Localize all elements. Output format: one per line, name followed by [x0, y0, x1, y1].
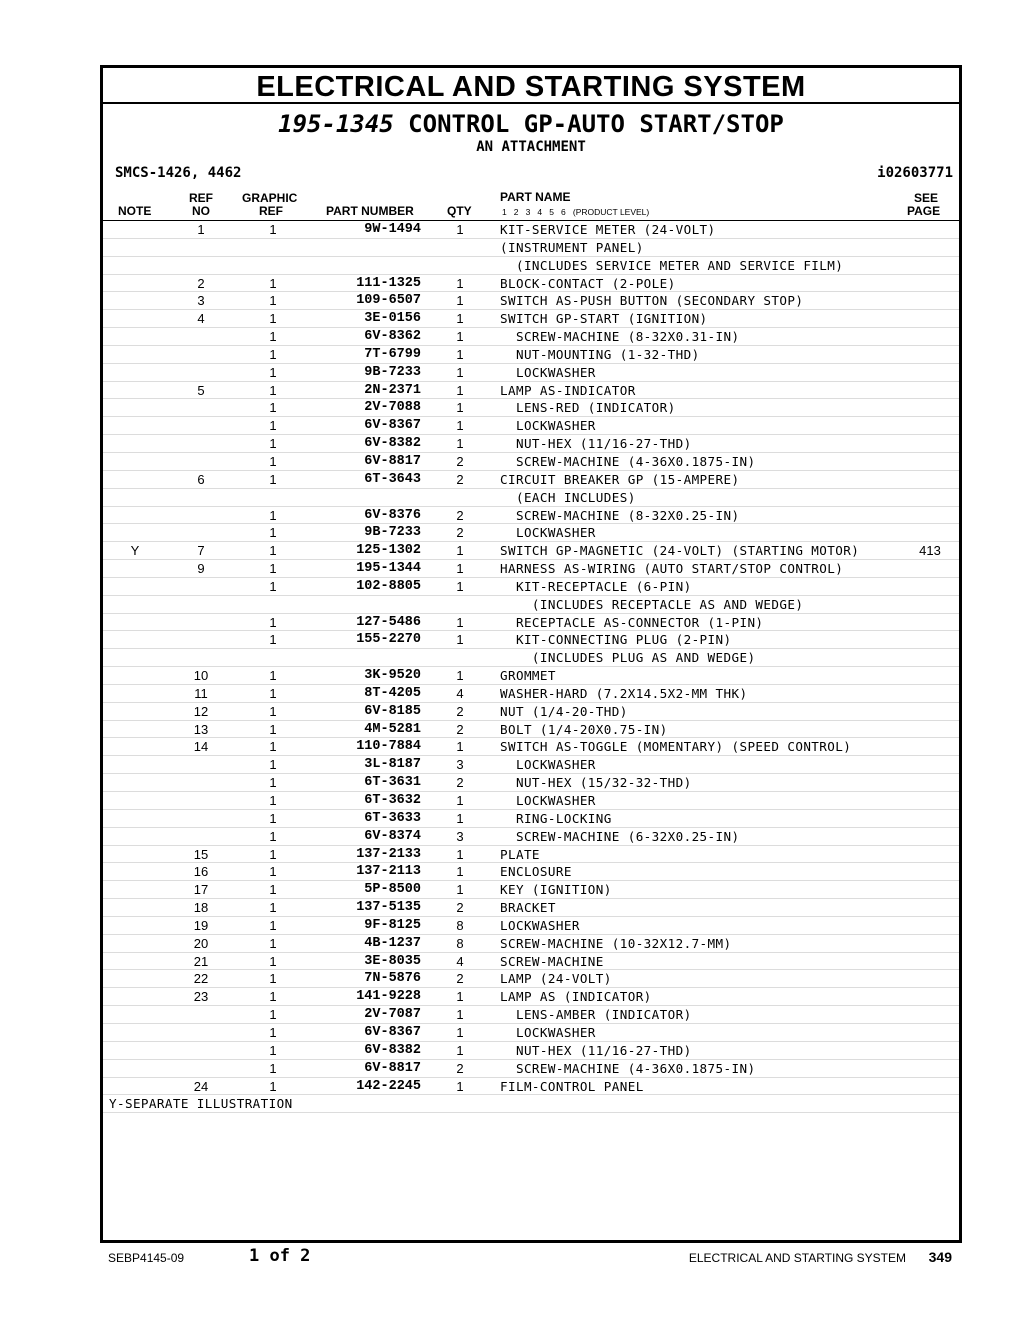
- part-name-cell: (INSTRUMENT PANEL): [500, 239, 644, 255]
- part-number-cell: 6V-8382: [364, 436, 421, 452]
- qty-cell: 2: [456, 703, 464, 719]
- qty-cell: 4: [456, 953, 464, 969]
- part-name-cell: NUT (1/4-20-THD): [500, 703, 628, 719]
- graphic-ref-cell: 1: [269, 1007, 277, 1023]
- qty-cell: 1: [456, 1024, 464, 1040]
- qty-cell: 1: [456, 739, 464, 755]
- ref-no-cell: 4: [197, 311, 205, 327]
- ref-no-cell: 17: [193, 882, 209, 898]
- qty-cell: 1: [456, 418, 464, 434]
- qty-cell: 1: [456, 882, 464, 898]
- column-headers: [103, 188, 959, 221]
- ref-no-cell: 10: [193, 668, 209, 684]
- part-name-cell: SWITCH GP-MAGNETIC (24-VOLT) (STARTING MOTOR): [500, 543, 860, 559]
- table-row: [103, 792, 959, 810]
- qty-cell: 2: [456, 721, 464, 737]
- part-number-cell: 2N-2371: [364, 382, 421, 398]
- part-name-cell: SCREW-MACHINE (8-32X0.25-IN): [500, 507, 740, 523]
- graphic-ref-cell: 1: [269, 400, 277, 416]
- part-name-cell: LENS-AMBER (INDICATOR): [500, 1007, 692, 1023]
- part-name-cell: RING-LOCKING: [500, 810, 612, 826]
- ref-no-cell: 20: [193, 935, 209, 951]
- part-name-cell: BLOCK-CONTACT (2-POLE): [500, 275, 676, 291]
- qty-cell: 3: [456, 828, 464, 844]
- graphic-ref-cell: 1: [269, 632, 277, 648]
- part-name-cell: WASHER-HARD (7.2X14.5X2-MM THK): [500, 685, 748, 701]
- ref-no-cell: 11: [194, 685, 208, 701]
- table-row: [103, 524, 959, 542]
- part-number-cell: 4M-5281: [364, 721, 421, 737]
- table-row: [103, 507, 959, 525]
- ref-no-cell: 5: [197, 382, 205, 398]
- qty-cell: 4: [456, 685, 464, 701]
- table-row: [103, 810, 959, 828]
- part-name-cell: SCREW-MACHINE (6-32X0.25-IN): [500, 828, 740, 844]
- table-row: [103, 257, 959, 275]
- graphic-ref-cell: 1: [269, 1024, 277, 1040]
- ref-no-cell: 18: [193, 900, 209, 916]
- part-name-cell: SWITCH AS-PUSH BUTTON (SECONDARY STOP): [500, 293, 804, 309]
- part-name-cell: ENCLOSURE: [500, 864, 572, 880]
- part-number-cell: 6T-3631: [364, 775, 421, 791]
- part-number-cell: 9B-7233: [364, 525, 421, 541]
- ref-no-cell: 24: [193, 1078, 209, 1094]
- table-row: [103, 275, 959, 293]
- part-number-cell: 6T-3633: [364, 810, 421, 826]
- part-number-cell: 6V-8382: [364, 1042, 421, 1058]
- qty-cell: 1: [456, 1078, 464, 1094]
- parts-page-frame: [100, 65, 962, 1243]
- part-number-cell: 137-2113: [356, 864, 421, 880]
- ref-no-cell: 3: [197, 293, 205, 309]
- part-name-cell: LENS-RED (INDICATOR): [500, 400, 676, 416]
- graphic-ref-cell: 1: [269, 775, 277, 791]
- part-number-cell: 9F-8125: [364, 917, 421, 933]
- ref-no-cell: 6: [197, 471, 205, 487]
- graphic-ref-cell: 1: [269, 917, 277, 933]
- part-name-cell: CIRCUIT BREAKER GP (15-AMPERE): [500, 471, 740, 487]
- table-row: [103, 899, 959, 917]
- table-row: [103, 738, 959, 756]
- table-row: [103, 382, 959, 400]
- table-row: [103, 399, 959, 417]
- table-row: [103, 1060, 959, 1078]
- part-name-cell: LOCKWASHER: [500, 917, 580, 933]
- part-name-cell: NUT-MOUNTING (1-32-THD): [500, 346, 700, 362]
- part-name-cell: LOCKWASHER: [500, 757, 596, 773]
- table-row: [103, 953, 959, 971]
- graphic-ref-cell: 1: [269, 971, 277, 987]
- graphic-ref-cell: 1: [269, 525, 277, 541]
- graphic-ref-cell: 1: [269, 739, 277, 755]
- part-name-cell: FILM-CONTROL PANEL: [500, 1078, 644, 1094]
- part-number-cell: 2V-7088: [364, 400, 421, 416]
- part-number-cell: 3E-8035: [364, 953, 421, 969]
- table-row: [103, 1042, 959, 1060]
- table-row: [103, 221, 959, 239]
- part-number-cell: 127-5486: [356, 614, 421, 630]
- table-row: [103, 310, 959, 328]
- ref-no-cell: 16: [193, 864, 209, 880]
- part-number-cell: 110-7884: [356, 739, 421, 755]
- graphic-ref-cell: 1: [269, 222, 277, 237]
- graphic-ref-cell: 1: [269, 329, 277, 345]
- graphic-ref-cell: 1: [269, 543, 277, 559]
- part-name-cell: LOCKWASHER: [500, 793, 596, 808]
- group-title: [103, 110, 959, 138]
- table-row: [103, 774, 959, 792]
- part-number-cell: 9B-7233: [364, 364, 421, 380]
- table-row: [103, 649, 959, 667]
- ref-no-cell: 15: [193, 846, 209, 862]
- graphic-ref-cell: 1: [269, 935, 277, 951]
- table-row: [103, 828, 959, 846]
- header-see-bottom: PAGE: [907, 204, 941, 218]
- header-part-number: PART NUMBER: [326, 204, 414, 218]
- graphic-ref-cell: 1: [269, 721, 277, 737]
- ref-no-cell: 2: [197, 275, 205, 291]
- table-row: [103, 703, 959, 721]
- part-number-cell: 137-2133: [356, 846, 421, 862]
- qty-cell: 1: [456, 293, 464, 309]
- qty-cell: 1: [456, 793, 464, 808]
- part-name-cell: LOCKWASHER: [500, 525, 596, 541]
- table-row: [103, 364, 959, 382]
- footnote-row: [103, 1095, 959, 1113]
- graphic-ref-cell: 1: [269, 810, 277, 826]
- part-name-cell: SCREW-MACHINE (8-32X0.31-IN): [500, 329, 740, 345]
- part-number-cell: 6V-8817: [364, 453, 421, 469]
- qty-cell: 1: [456, 989, 464, 1005]
- graphic-ref-cell: 1: [269, 293, 277, 309]
- group-number: 195-1345: [278, 110, 394, 138]
- graphic-ref-cell: 1: [269, 953, 277, 969]
- graphic-ref-cell: 1: [269, 453, 277, 469]
- qty-cell: 2: [456, 471, 464, 487]
- part-number-cell: 6V-8362: [364, 329, 421, 345]
- qty-cell: 1: [456, 810, 464, 826]
- part-name-cell: LAMP (24-VOLT): [500, 971, 612, 987]
- part-name-cell: (INCLUDES RECEPTACLE AS AND WEDGE): [500, 596, 804, 612]
- graphic-ref-cell: 1: [269, 471, 277, 487]
- qty-cell: 1: [456, 864, 464, 880]
- part-number-cell: 141-9228: [356, 989, 421, 1005]
- graphic-ref-cell: 1: [269, 685, 277, 701]
- part-number-cell: 8T-4205: [364, 685, 421, 701]
- graphic-ref-cell: 1: [269, 507, 277, 523]
- part-number-cell: 6T-3643: [364, 471, 421, 487]
- qty-cell: 1: [456, 632, 464, 648]
- part-name-cell: LOCKWASHER: [500, 1024, 596, 1040]
- table-row: [103, 756, 959, 774]
- table-row: [103, 542, 959, 560]
- part-number-cell: 6T-3632: [364, 793, 421, 808]
- part-number-cell: 137-5135: [356, 900, 421, 916]
- graphic-ref-cell: 1: [269, 1060, 277, 1076]
- table-row: [103, 685, 959, 703]
- footer-document-number: SEBP4145-09: [108, 1251, 185, 1265]
- part-number-cell: 155-2270: [356, 632, 421, 648]
- header-product-levels: 1 2 3 4 5 6 (PRODUCT LEVEL): [502, 207, 650, 217]
- part-name-cell: (INCLUDES SERVICE METER AND SERVICE FILM): [500, 257, 844, 273]
- ref-no-cell: 14: [193, 739, 209, 755]
- part-number-cell: 7N-5876: [364, 971, 421, 987]
- graphic-ref-cell: 1: [269, 793, 277, 808]
- part-name-cell: BOLT (1/4-20X0.75-IN): [500, 721, 668, 737]
- header-ref-top: REF: [189, 191, 213, 205]
- part-number-cell: 102-8805: [356, 578, 421, 594]
- part-name-cell: KEY (IGNITION): [500, 882, 612, 898]
- qty-cell: 1: [456, 578, 464, 594]
- ref-no-cell: 19: [193, 917, 209, 933]
- ref-no-cell: 7: [197, 543, 205, 559]
- table-row: [103, 346, 959, 364]
- header-part-name: PART NAME: [500, 190, 571, 204]
- graphic-ref-cell: 1: [269, 703, 277, 719]
- qty-cell: 2: [456, 900, 464, 916]
- part-name-cell: (EACH INCLUDES): [500, 489, 636, 505]
- part-number-cell: 3L-8187: [364, 757, 421, 773]
- part-name-cell: KIT-CONNECTING PLUG (2-PIN): [500, 632, 732, 648]
- footer-page-number: 349: [928, 1249, 952, 1265]
- qty-cell: 8: [456, 935, 464, 951]
- part-number-cell: 9W-1494: [364, 222, 421, 237]
- table-row: [103, 471, 959, 489]
- table-row: [103, 631, 959, 649]
- part-name-cell: SWITCH GP-START (IGNITION): [500, 311, 708, 327]
- qty-cell: 1: [456, 222, 464, 237]
- table-row: [103, 596, 959, 614]
- group-name: CONTROL GP-AUTO START/STOP: [408, 110, 784, 138]
- graphic-ref-cell: 1: [269, 668, 277, 684]
- qty-cell: 1: [456, 846, 464, 862]
- graphic-ref-cell: 1: [269, 757, 277, 773]
- part-number-cell: 142-2245: [356, 1078, 421, 1094]
- table-row: [103, 846, 959, 864]
- table-row: [103, 667, 959, 685]
- smcs-code: SMCS-1426, 4462: [115, 165, 242, 181]
- part-name-cell: SCREW-MACHINE (4-36X0.1875-IN): [500, 1060, 756, 1076]
- qty-cell: 1: [456, 561, 464, 577]
- qty-cell: 1: [456, 614, 464, 630]
- part-name-cell: LAMP AS (INDICATOR): [500, 989, 652, 1005]
- qty-cell: 1: [456, 346, 464, 362]
- qty-cell: 1: [456, 311, 464, 327]
- ref-no-cell: 21: [193, 953, 209, 969]
- qty-cell: 2: [456, 525, 464, 541]
- header-see-top: SEE: [914, 191, 939, 205]
- part-number-cell: 7T-6799: [364, 346, 421, 362]
- part-number-cell: 125-1302: [356, 543, 421, 559]
- note-cell: Y: [130, 543, 140, 559]
- header-note: NOTE: [118, 204, 152, 218]
- part-name-cell: SCREW-MACHINE: [500, 953, 604, 969]
- qty-cell: 2: [456, 453, 464, 469]
- graphic-ref-cell: 1: [269, 989, 277, 1005]
- header-graphic-bottom: REF: [259, 204, 283, 218]
- qty-cell: 1: [456, 1042, 464, 1058]
- table-row: [103, 970, 959, 988]
- graphic-ref-cell: 1: [269, 578, 277, 594]
- graphic-ref-cell: 1: [269, 1078, 277, 1094]
- part-name-cell: PLATE: [500, 846, 540, 862]
- graphic-ref-cell: 1: [269, 561, 277, 577]
- graphic-ref-cell: 1: [269, 436, 277, 452]
- table-row: [103, 988, 959, 1006]
- graphic-ref-cell: 1: [269, 846, 277, 862]
- header-qty: QTY: [447, 204, 472, 218]
- part-name-cell: KIT-RECEPTACLE (6-PIN): [500, 578, 692, 594]
- qty-cell: 1: [456, 400, 464, 416]
- qty-cell: 1: [456, 275, 464, 291]
- group-subtitle: AN ATTACHMENT: [476, 139, 586, 155]
- table-row: [103, 417, 959, 435]
- graphic-ref-cell: 1: [269, 418, 277, 434]
- qty-cell: 1: [456, 668, 464, 684]
- part-number-cell: 6V-8367: [364, 418, 421, 434]
- part-name-cell: LOCKWASHER: [500, 418, 596, 434]
- footer-section-title: ELECTRICAL AND STARTING SYSTEM: [688, 1251, 906, 1265]
- graphic-ref-cell: 1: [269, 828, 277, 844]
- table-row: [103, 935, 959, 953]
- table-row: [103, 917, 959, 935]
- part-number-cell: 4B-1237: [364, 935, 421, 951]
- table-row: [103, 435, 959, 453]
- table-row: [103, 292, 959, 310]
- table-row: [103, 578, 959, 596]
- part-name-cell: SCREW-MACHINE (10-32X12.7-MM): [500, 935, 732, 951]
- table-row: [103, 328, 959, 346]
- part-number-cell: 6V-8374: [364, 828, 421, 844]
- part-name-cell: NUT-HEX (11/16-27-THD): [500, 1042, 692, 1058]
- footnote-text: Y-SEPARATE ILLUSTRATION: [109, 1096, 293, 1112]
- qty-cell: 2: [456, 971, 464, 987]
- table-row: [103, 453, 959, 471]
- qty-cell: 1: [456, 543, 464, 559]
- ref-no-cell: 23: [193, 989, 209, 1005]
- table-row: [103, 239, 959, 257]
- part-number-cell: 111-1325: [356, 275, 421, 291]
- part-name-cell: SWITCH AS-TOGGLE (MOMENTARY) (SPEED CONTROL): [500, 739, 852, 755]
- table-row: [103, 1006, 959, 1024]
- part-number-cell: 109-6507: [356, 293, 421, 309]
- qty-cell: 1: [456, 382, 464, 398]
- part-name-cell: SCREW-MACHINE (4-36X0.1875-IN): [500, 453, 756, 469]
- ref-no-cell: 12: [193, 703, 209, 719]
- header-graphic-top: GRAPHIC: [242, 191, 298, 205]
- table-row: [103, 614, 959, 632]
- footer-page-of: 1 of 2: [249, 1246, 311, 1266]
- graphic-ref-cell: 1: [269, 864, 277, 880]
- qty-cell: 2: [456, 775, 464, 791]
- section-title: ELECTRICAL AND STARTING SYSTEM: [103, 68, 959, 104]
- see-page-cell: 413: [919, 543, 941, 559]
- table-row: [103, 863, 959, 881]
- part-number-cell: 6V-8376: [364, 507, 421, 523]
- part-name-cell: RECEPTACLE AS-CONNECTOR (1-PIN): [500, 614, 764, 630]
- part-number-cell: 195-1344: [356, 561, 421, 577]
- qty-cell: 3: [456, 757, 464, 773]
- ref-no-cell: 22: [193, 971, 209, 987]
- part-name-cell: HARNESS AS-WIRING (AUTO START/STOP CONTROL): [500, 561, 844, 577]
- part-name-cell: NUT-HEX (11/16-27-THD): [500, 436, 692, 452]
- qty-cell: 2: [456, 1060, 464, 1076]
- table-row: [103, 881, 959, 899]
- ref-no-cell: 13: [193, 721, 209, 737]
- ref-no-cell: 9: [197, 561, 205, 577]
- qty-cell: 1: [456, 436, 464, 452]
- graphic-ref-cell: 1: [269, 614, 277, 630]
- parts-table-body: [103, 221, 959, 1113]
- part-number-cell: 6V-8367: [364, 1024, 421, 1040]
- ref-no-cell: 1: [197, 222, 205, 237]
- header-ref-bottom: NO: [192, 204, 210, 218]
- graphic-ref-cell: 1: [269, 364, 277, 380]
- qty-cell: 1: [456, 329, 464, 345]
- qty-cell: 2: [456, 507, 464, 523]
- qty-cell: 8: [456, 917, 464, 933]
- part-number-cell: 2V-7087: [364, 1007, 421, 1023]
- graphic-ref-cell: 1: [269, 882, 277, 898]
- part-name-cell: (INCLUDES PLUG AS AND WEDGE): [500, 650, 756, 666]
- part-number-cell: 6V-8817: [364, 1060, 421, 1076]
- table-row: [103, 489, 959, 507]
- part-name-cell: NUT-HEX (15/32-32-THD): [500, 775, 692, 791]
- graphic-ref-cell: 1: [269, 900, 277, 916]
- graphic-ref-cell: 1: [269, 1042, 277, 1058]
- part-number-cell: 3E-0156: [364, 311, 421, 327]
- table-row: [103, 560, 959, 578]
- part-name-cell: GROMMET: [500, 668, 556, 684]
- part-name-cell: LOCKWASHER: [500, 364, 596, 380]
- graphic-ref-cell: 1: [269, 346, 277, 362]
- part-name-cell: BRACKET: [500, 900, 556, 916]
- part-number-cell: 5P-8500: [364, 882, 421, 898]
- part-number-cell: 6V-8185: [364, 703, 421, 719]
- part-number-cell: 3K-9520: [364, 668, 421, 684]
- table-row: [103, 1078, 959, 1096]
- qty-cell: 1: [456, 1007, 464, 1023]
- table-row: [103, 721, 959, 739]
- qty-cell: 1: [456, 364, 464, 380]
- graphic-ref-cell: 1: [269, 311, 277, 327]
- part-name-cell: LAMP AS-INDICATOR: [500, 382, 636, 398]
- graphic-ref-cell: 1: [269, 275, 277, 291]
- table-row: [103, 1024, 959, 1042]
- document-id: i02603771: [877, 165, 953, 181]
- graphic-ref-cell: 1: [269, 382, 277, 398]
- part-name-cell: KIT-SERVICE METER (24-VOLT): [500, 222, 716, 237]
